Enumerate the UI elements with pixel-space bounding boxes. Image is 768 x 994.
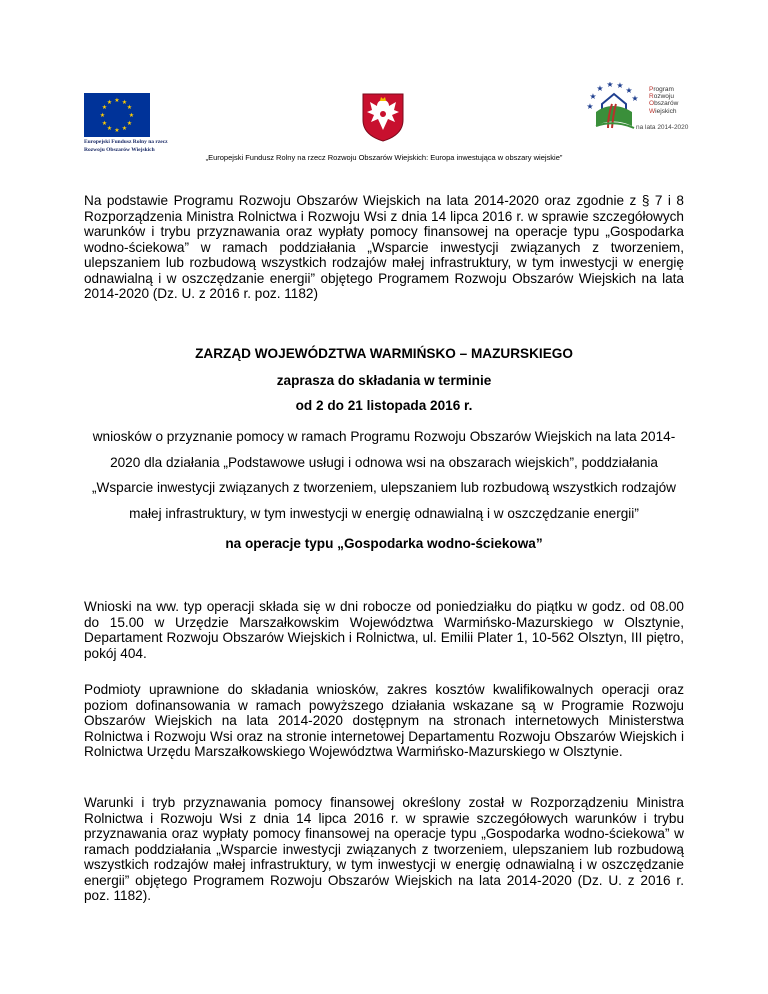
svg-text:★: ★ <box>126 120 133 127</box>
submission-paragraph: Wnioski na ww. typ operacji składa się w dni robocze od poniedziałku do piątku w godz. od 08.00 do 15.00 w Urzędzie Marszałkowskim Województwa Warmińsko-Mazurskiego w Olsztynie, Departament Rozwoju Obszarów Wiejskich i Rolnictwa, ul. Emilii Plater 1, 10-562 Olsztyn, III piętro, pokój 404. <box>84 599 684 661</box>
eligibility-paragraph: Podmioty uprawnione do składania wniosków, zakres kosztów kwalifikowalnych operacji oraz poziom dofinansowania w ramach powyższego działania wskazane są w Programie Rozwoju Obszarów Wiejskich na lata 2014-2020 dostępnym na stronach internetowych Ministerstwa Rolnictwa i Rozwoju Wsi oraz na stronie internetowej Departamentu Rozwoju Obszarów Wiejskich i Rolnictwa Urzędu Marszałkowskiego Województwa Warmińsko-Mazurskiego w Olsztynie. <box>84 682 684 759</box>
board-heading: ZARZĄD WOJEWÓDZTWA WARMIŃSKO – MAZURSKIEGO <box>195 346 573 361</box>
operation-type: na operacje typu „Gospodarka wodno-ściekowa” <box>225 536 543 551</box>
prow-line-3: Obszarów <box>649 100 679 108</box>
eu-logo <box>84 93 168 153</box>
svg-text:★: ★ <box>625 86 633 95</box>
svg-text:★: ★ <box>128 112 135 119</box>
svg-text:★: ★ <box>106 99 113 106</box>
prow-years: na lata 2014-2020 <box>636 124 689 131</box>
prow-logo-text <box>649 86 678 115</box>
svg-text:★: ★ <box>606 82 614 89</box>
svg-text:★: ★ <box>99 112 106 119</box>
eu-flag-icon <box>84 93 150 137</box>
prow-line-4: Wiejskich <box>649 107 677 115</box>
submission-dates: od 2 do 21 listopada 2016 r. <box>295 398 473 413</box>
voivodeship-crest-icon <box>361 92 405 142</box>
svg-text:★: ★ <box>126 104 133 111</box>
conditions-paragraph: Warunki i tryb przyznawania pomocy finansowej określony został w Rozporządzeniu Ministra Rolnictwa i Rozwoju Wsi z dnia 14 lipca 2016 r. w sprawie szczegółowych warunków i trybu przyznawania oraz wypłaty pomocy finansowej na operacje typu „Gospodarka wodno-ściekowa” w ramach poddziałania „Wsparcie inwestycji związanych z tworzeniem, ulepszaniem lub rozbudową wszystkich rodzajów małej infrastruktury, w tym inwestycji w energię odnawialną i w oszczędzanie energii” objętego Programem Rozwoju Obszarów Wiejskich na lata 2014-2020 (Dz. U. z 2016 r. poz. 1182). <box>84 795 684 903</box>
svg-text:★: ★ <box>106 125 113 132</box>
prow-line-2: Rozwoju <box>649 93 674 101</box>
document-header <box>0 0 768 170</box>
svg-text:★: ★ <box>114 127 120 134</box>
svg-text:★: ★ <box>101 120 108 127</box>
svg-text:★: ★ <box>586 102 594 111</box>
svg-text:★: ★ <box>589 92 597 101</box>
announcement-body: wniosków o przyznanie pomocy w ramach Programu Rozwoju Obszarów Wiejskich na lata 2014-2020 dla działania „Podstawowe usługi i odnowa wsi na obszarach wiejskich”, poddziałania „Wsparcie inwestycji związanych z tworzeniem, ulepszaniem lub rozbudową wszystkich rodzajów małej infrastruktury, w tym inwestycji w energię odnawialną i w oszczędzanie energii” <box>92 429 676 521</box>
svg-text:★: ★ <box>596 84 604 93</box>
svg-text:★: ★ <box>114 97 120 104</box>
eu-caption-line2: Rozwoju Obszarów Wiejskich <box>84 147 155 153</box>
intro-paragraph: Na podstawie Programu Rozwoju Obszarów Wiejskich na lata 2014-2020 oraz zgodnie z § 7 i 8 Rozporządzenia Ministra Rolnictwa i Rozwoju Wsi z dnia 14 lipca 2016 r. w sprawie szczegółowych warunków i trybu przyznawania oraz wypłaty pomocy finansowej na operacje typu „Gospodarka wodno-ściekowa” w ramach poddziałania „Wsparcie inwestycji związanych z tworzeniem, ulepszaniem lub rozbudową wszystkich rodzajów małej infrastruktury, w tym inwestycji w energię odnawialną i w oszczędzanie energii” objętego Programem Rozwoju Obszarów Wiejskich na lata 2014-2020 (Dz. U. z 2016 r. poz. 1182) <box>84 193 684 301</box>
invitation-line: zaprasza do składania w terminie <box>276 373 492 388</box>
svg-text:★: ★ <box>121 99 128 106</box>
prow-line-1: Program <box>649 86 674 93</box>
svg-text:★: ★ <box>101 104 108 111</box>
eu-caption-line1: Europejski Fundusz Rolny na rzecz <box>84 139 168 145</box>
header-motto: „Europejski Fundusz Rolny na rzecz Rozwoju Obszarów Wiejskich: Europa inwestująca w obszary wiejskie” <box>205 153 563 162</box>
svg-text:★: ★ <box>121 125 128 132</box>
svg-text:★: ★ <box>631 94 639 103</box>
svg-text:★: ★ <box>616 82 624 90</box>
